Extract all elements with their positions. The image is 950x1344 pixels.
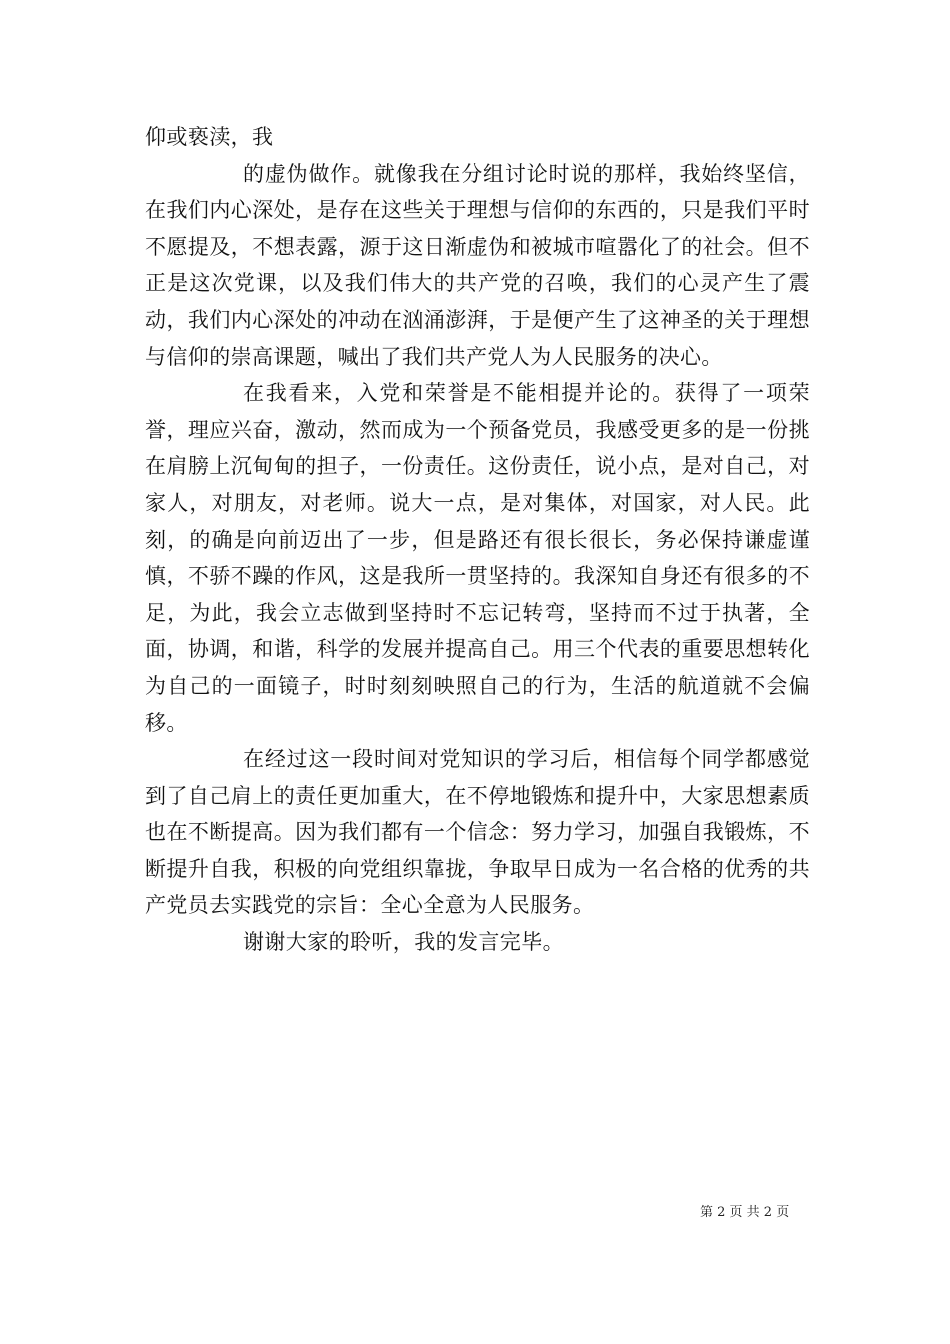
paragraph-2: 在我看来，入党和荣誉是不能相提并论的。获得了一项荣誉，理应兴奋，激动，然而成为一个预备党员，我感受更多的是一份挑在肩膀上沉甸甸的担子，一份责任。这份责任，说小点，是对自己，对家人，对朋友，对老师。说大一点，是对集体，对国家，对人民。此刻，的确是向前迈出了一步，但是路还有很长很长，务必保持谦虚谨慎，不骄不躁的作风，这是我所一贯坚持的。我深知自身还有很多的不足，为此，我会立志做到坚持时不忘记转弯，坚持而不过于执著，全面，协调，和谐，科学的发展并提高自己。用三个代表的重要思想转化为自己的一面镜子，时时刻刻映照自己的行为，生活的航道就不会偏移。 bbox=[145, 381, 810, 735]
paragraph-3: 在经过这一段时间对党知识的学习后，相信每个同学都感觉到了自己肩上的责任更加重大，在不停地锻炼和提升中，大家思想素质也在不断提高。因为我们都有一个信念：努力学习，加强自我锻炼，不断提升自我，积极的向党组织靠拢，争取早日成为一名合格的优秀的共产党员去实践党的宗旨：全心全意为人民服务。 bbox=[145, 747, 810, 918]
paragraph-1: 的虚伪做作。就像我在分组讨论时说的那样，我始终坚信，在我们内心深处，是存在这些关于理想与信仰的东西的，只是我们平时不愿提及，不想表露，源于这日渐虚伪和被城市喧嚣化了的社会。但不正是这次党课，以及我们伟大的共产党的召唤，我们的心灵产生了震动，我们内心深处的冲动在汹涌澎湃，于是便产生了这神圣的关于理想与信仰的崇高课题，喊出了我们共产党人为人民服务的决心。 bbox=[145, 161, 810, 369]
paragraph-fragment: 仰或亵渎，我 bbox=[145, 125, 274, 149]
document-body bbox=[145, 119, 810, 961]
paragraph-closing: 谢谢大家的聆听，我的发言完毕。 bbox=[243, 930, 564, 955]
page-number: 第 2 页 共 2 页 bbox=[700, 1205, 790, 1220]
